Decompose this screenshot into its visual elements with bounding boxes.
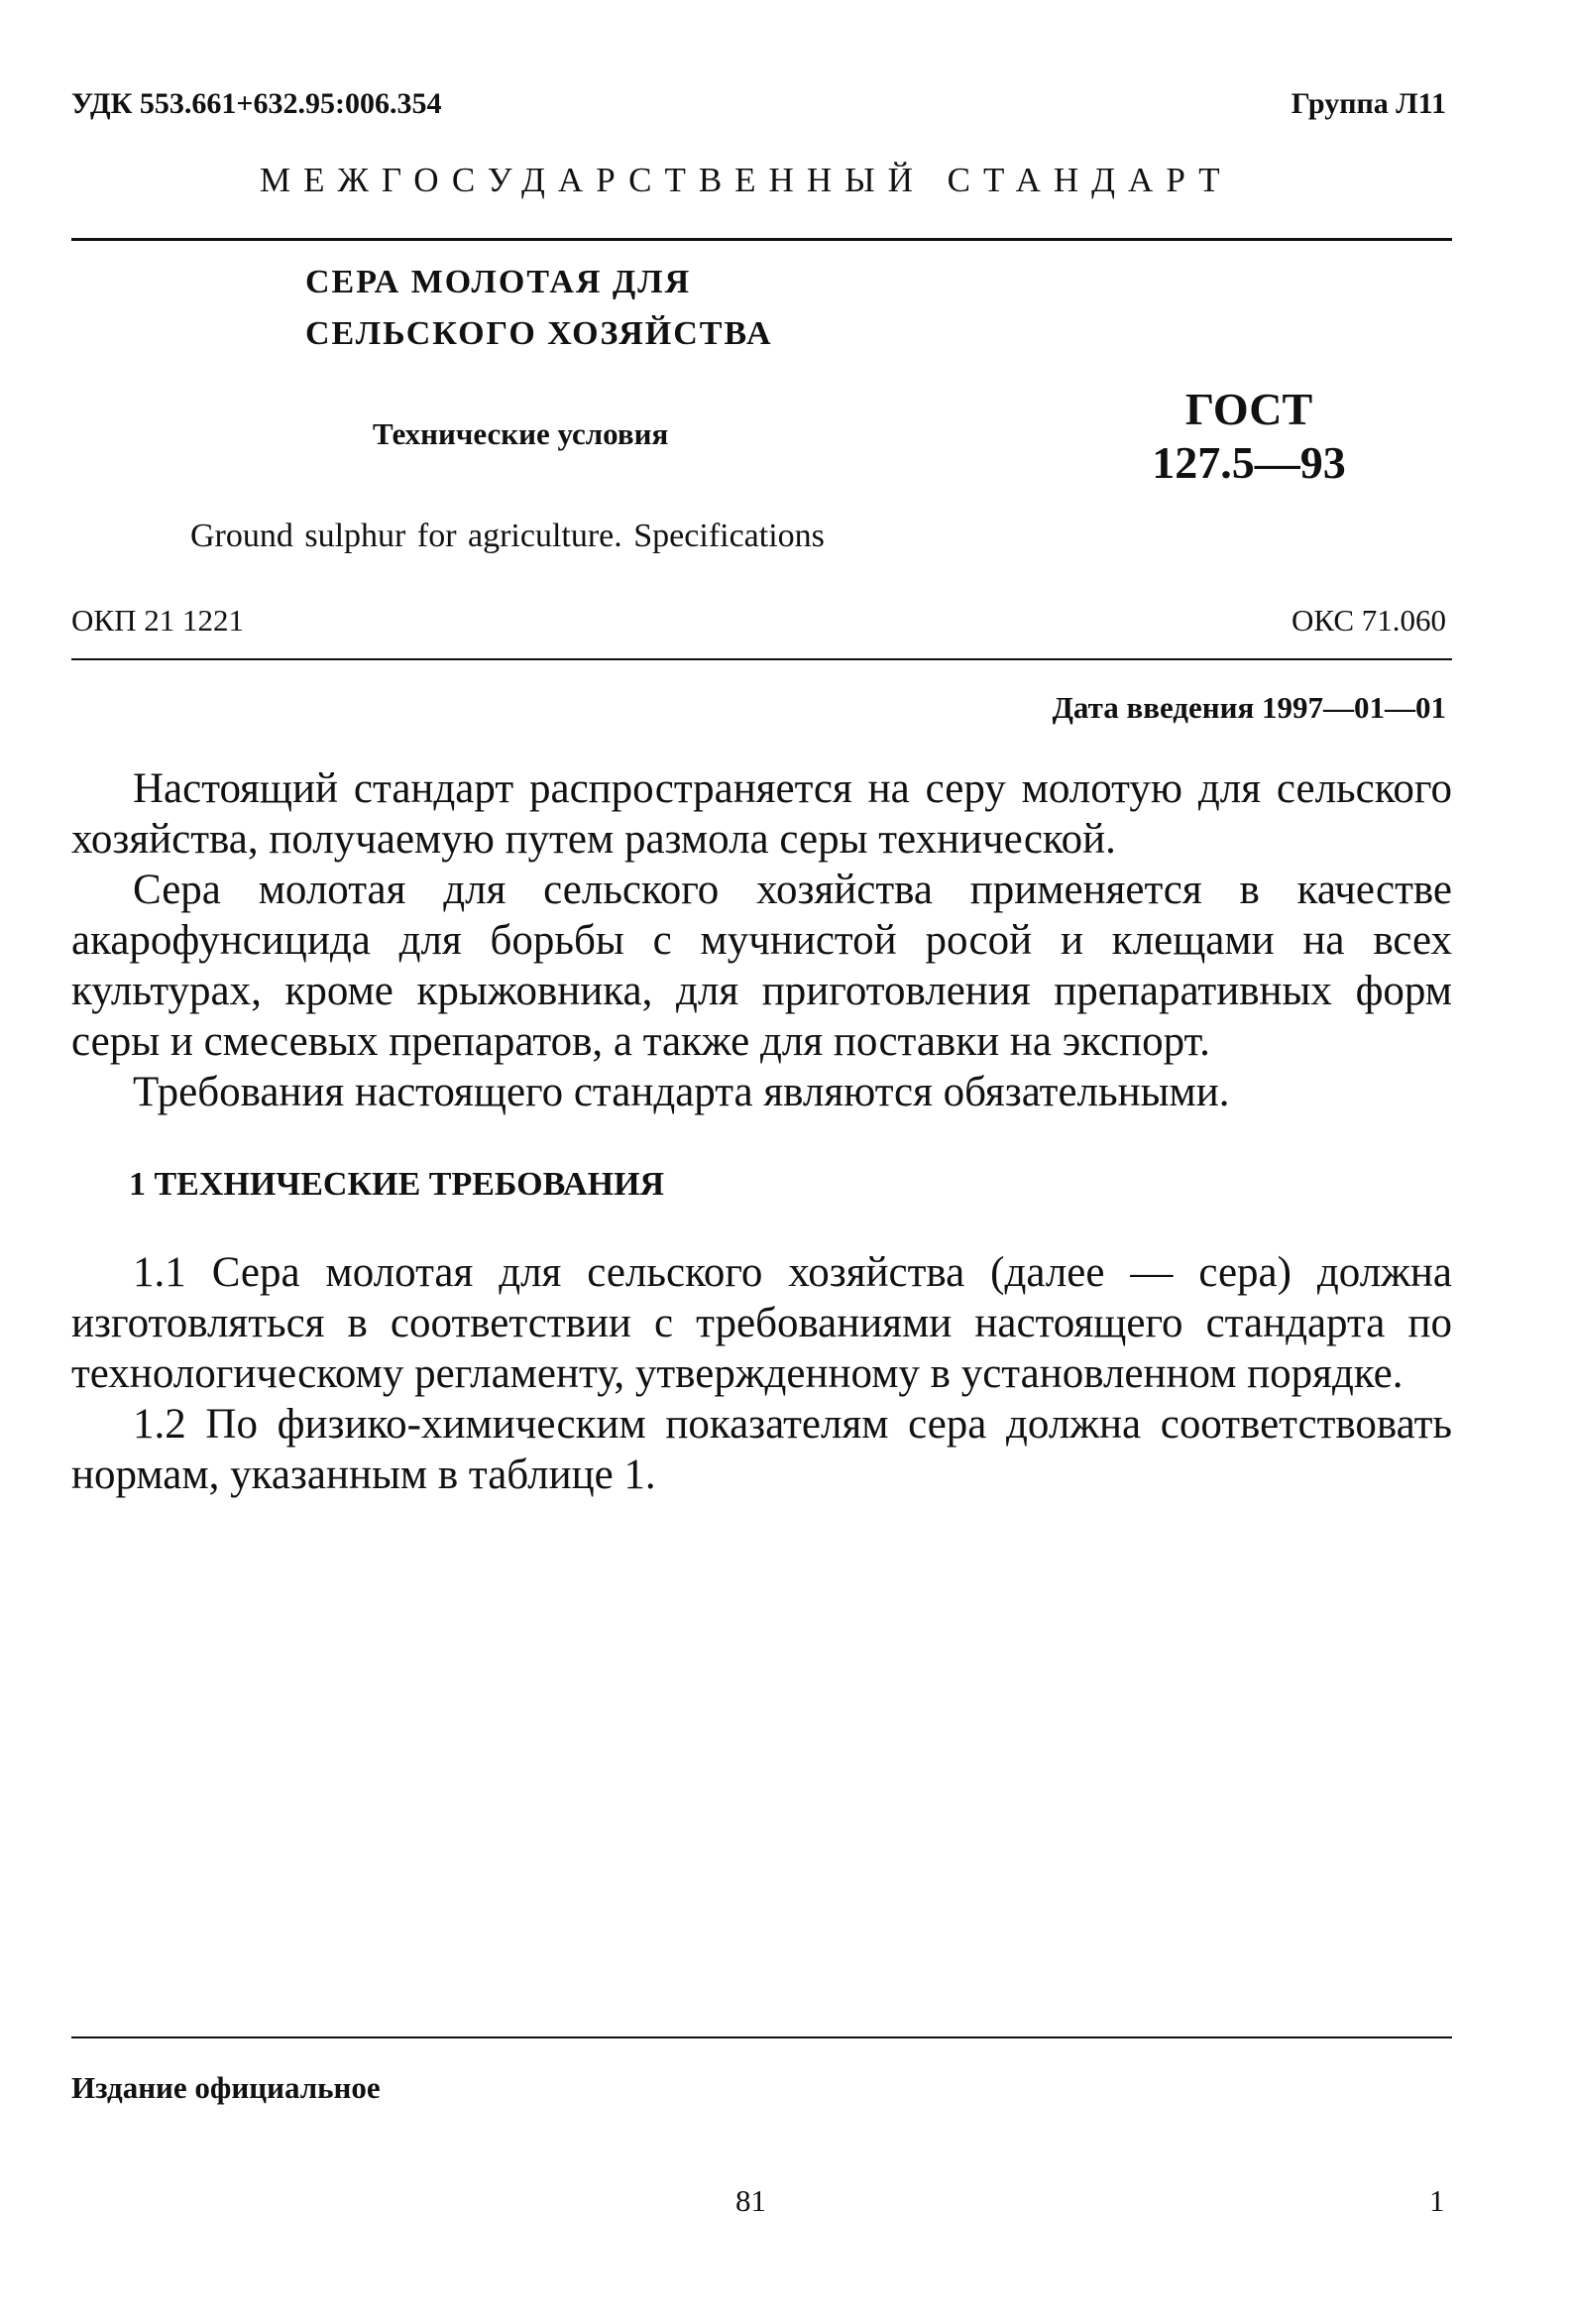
section-paragraph: 1.2 По физико-химическим показателям сера должна соответствовать нормам, указанным в таблице 1.: [71, 1401, 1452, 1498]
oks-code: ОКС 71.060: [1292, 603, 1446, 638]
codes-rule: [71, 658, 1452, 660]
edition-note: Издание официальное: [71, 2070, 381, 2105]
intro-date: Дата введения 1997—01—01: [1052, 690, 1446, 725]
english-title: Ground sulphur for agriculture. Specifications: [190, 518, 825, 554]
header-rule: [71, 238, 1452, 241]
section1-text: [71, 1247, 1452, 1500]
okp-code: ОКП 21 1221: [71, 603, 244, 638]
section-paragraph: 1.1 Сера молотая для сельского хозяйства (далее — сера) должна изготовляться в соответствии с требованиями настоящего стандарта по технологическому регламенту, утвержденному в установленном порядке.: [71, 1249, 1452, 1397]
gost-number: 127.5—93: [1152, 437, 1346, 488]
intro-text: [71, 763, 1452, 1117]
title-subtitle: Технические условия: [373, 416, 669, 451]
sheet-number: 1: [1429, 2183, 1445, 2218]
intro-paragraph: Сера молотая для сельского хозяйства применяется в качестве акарофунсицида для борьбы с мучнистой росой и клещами на всех культурах, кроме крыжовника, для приготовления препаративных форм серы и смесевых препаратов, а также для поставки на экспорт.: [71, 867, 1452, 1065]
title-line-2: СЕЛЬСКОГО ХОЗЯЙСТВА: [305, 315, 773, 352]
group-code: Группа Л11: [1291, 87, 1446, 120]
title-line-1: СЕРА МОЛОТАЯ ДЛЯ: [305, 264, 692, 300]
section-heading: 1 ТЕХНИЧЕСКИЕ ТРЕБОВАНИЯ: [129, 1166, 665, 1203]
footer-rule: [71, 2036, 1452, 2038]
page-number: 81: [735, 2183, 766, 2218]
udc-code: УДК 553.661+632.95:006.354: [71, 87, 442, 120]
intro-paragraph: Требования настоящего стандарта являются обязательными.: [133, 1069, 1230, 1115]
gost-designation: [1140, 383, 1358, 490]
gost-label: ГОСТ: [1184, 384, 1313, 434]
standard-type: МЕЖГОСУДАРСТВЕННЫЙ СТАНДАРТ: [260, 161, 1233, 199]
intro-paragraph: Настоящий стандарт распространяется на серу молотую для сельского хозяйства, получаемую путем размола серы технической.: [71, 765, 1452, 863]
